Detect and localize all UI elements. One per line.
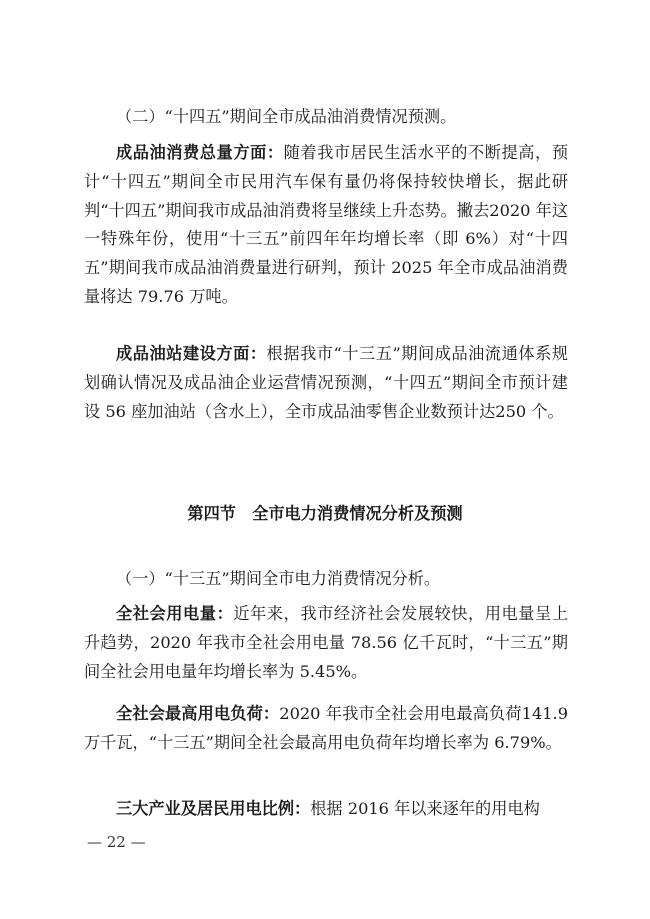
paragraph-text: 近年来，我市经济社会发展较快，用电量呈上升趋势，2020 年我市全社会用电量 78.56 亿千瓦时，“十三五”期间全社会用电量年均增长率为 5.45%。 [84,604,569,681]
paragraph-text: 2020 年我市全社会用电最高负荷141.9 万千瓦，“十三五”期间全社会最高用电负荷年均增长率为 6.79%。 [84,704,568,752]
paragraph-peak-power-load [84,700,568,758]
paragraph-industry-power-ratio [84,795,568,824]
paragraph-text: 根据 2016 年以来逐年的用电构 [310,799,540,818]
paragraph-oil-consumption-total [84,139,568,312]
paragraph-lead: 成品油消费总量方面： [116,143,284,162]
paragraph-lead: 成品油站建设方面： [116,344,267,363]
paragraph-text: 随着我市居民生活水平的不断提高，预计“十四五”期间全市民用汽车保有量仍将保持较快增长，据此研判“十四五”期间我市成品油消费将呈继续上升态势。撇去2020 年这一特殊年份，使用“十三五”前四年年均增长率（即 6%）对“十四五”期间我市成品油消费量进行研判，预计 2025 年全市成品油消费量将达 79.76 万吨。 [84,143,569,306]
paragraph-text: 根据我市“十三五”期间成品油流通体系规划确认情况及成品油企业运营情况预测，“十四五”期间全市预计建设 56 座加油站（含水上），全市成品油零售企业数预计达250 个。 [84,344,568,421]
paragraph-oil-station-construction [84,340,568,426]
paragraph-lead: 三大产业及居民用电比例： [116,799,311,818]
page-number: — 22 — [87,833,146,851]
paragraph-total-power-consumption [84,600,568,686]
subsection-heading-power-analysis: （一）“十三五”期间全市电力消费情况分析。 [116,569,441,588]
subsection-heading-oil-forecast: （二）“十四五”期间全市成品油消费情况预测。 [116,107,457,126]
paragraph-lead: 全社会用电量： [116,604,234,623]
section-title: 第四节 全市电力消费情况分析及预测 [187,504,463,523]
paragraph-lead: 全社会最高用电负荷： [116,704,280,723]
